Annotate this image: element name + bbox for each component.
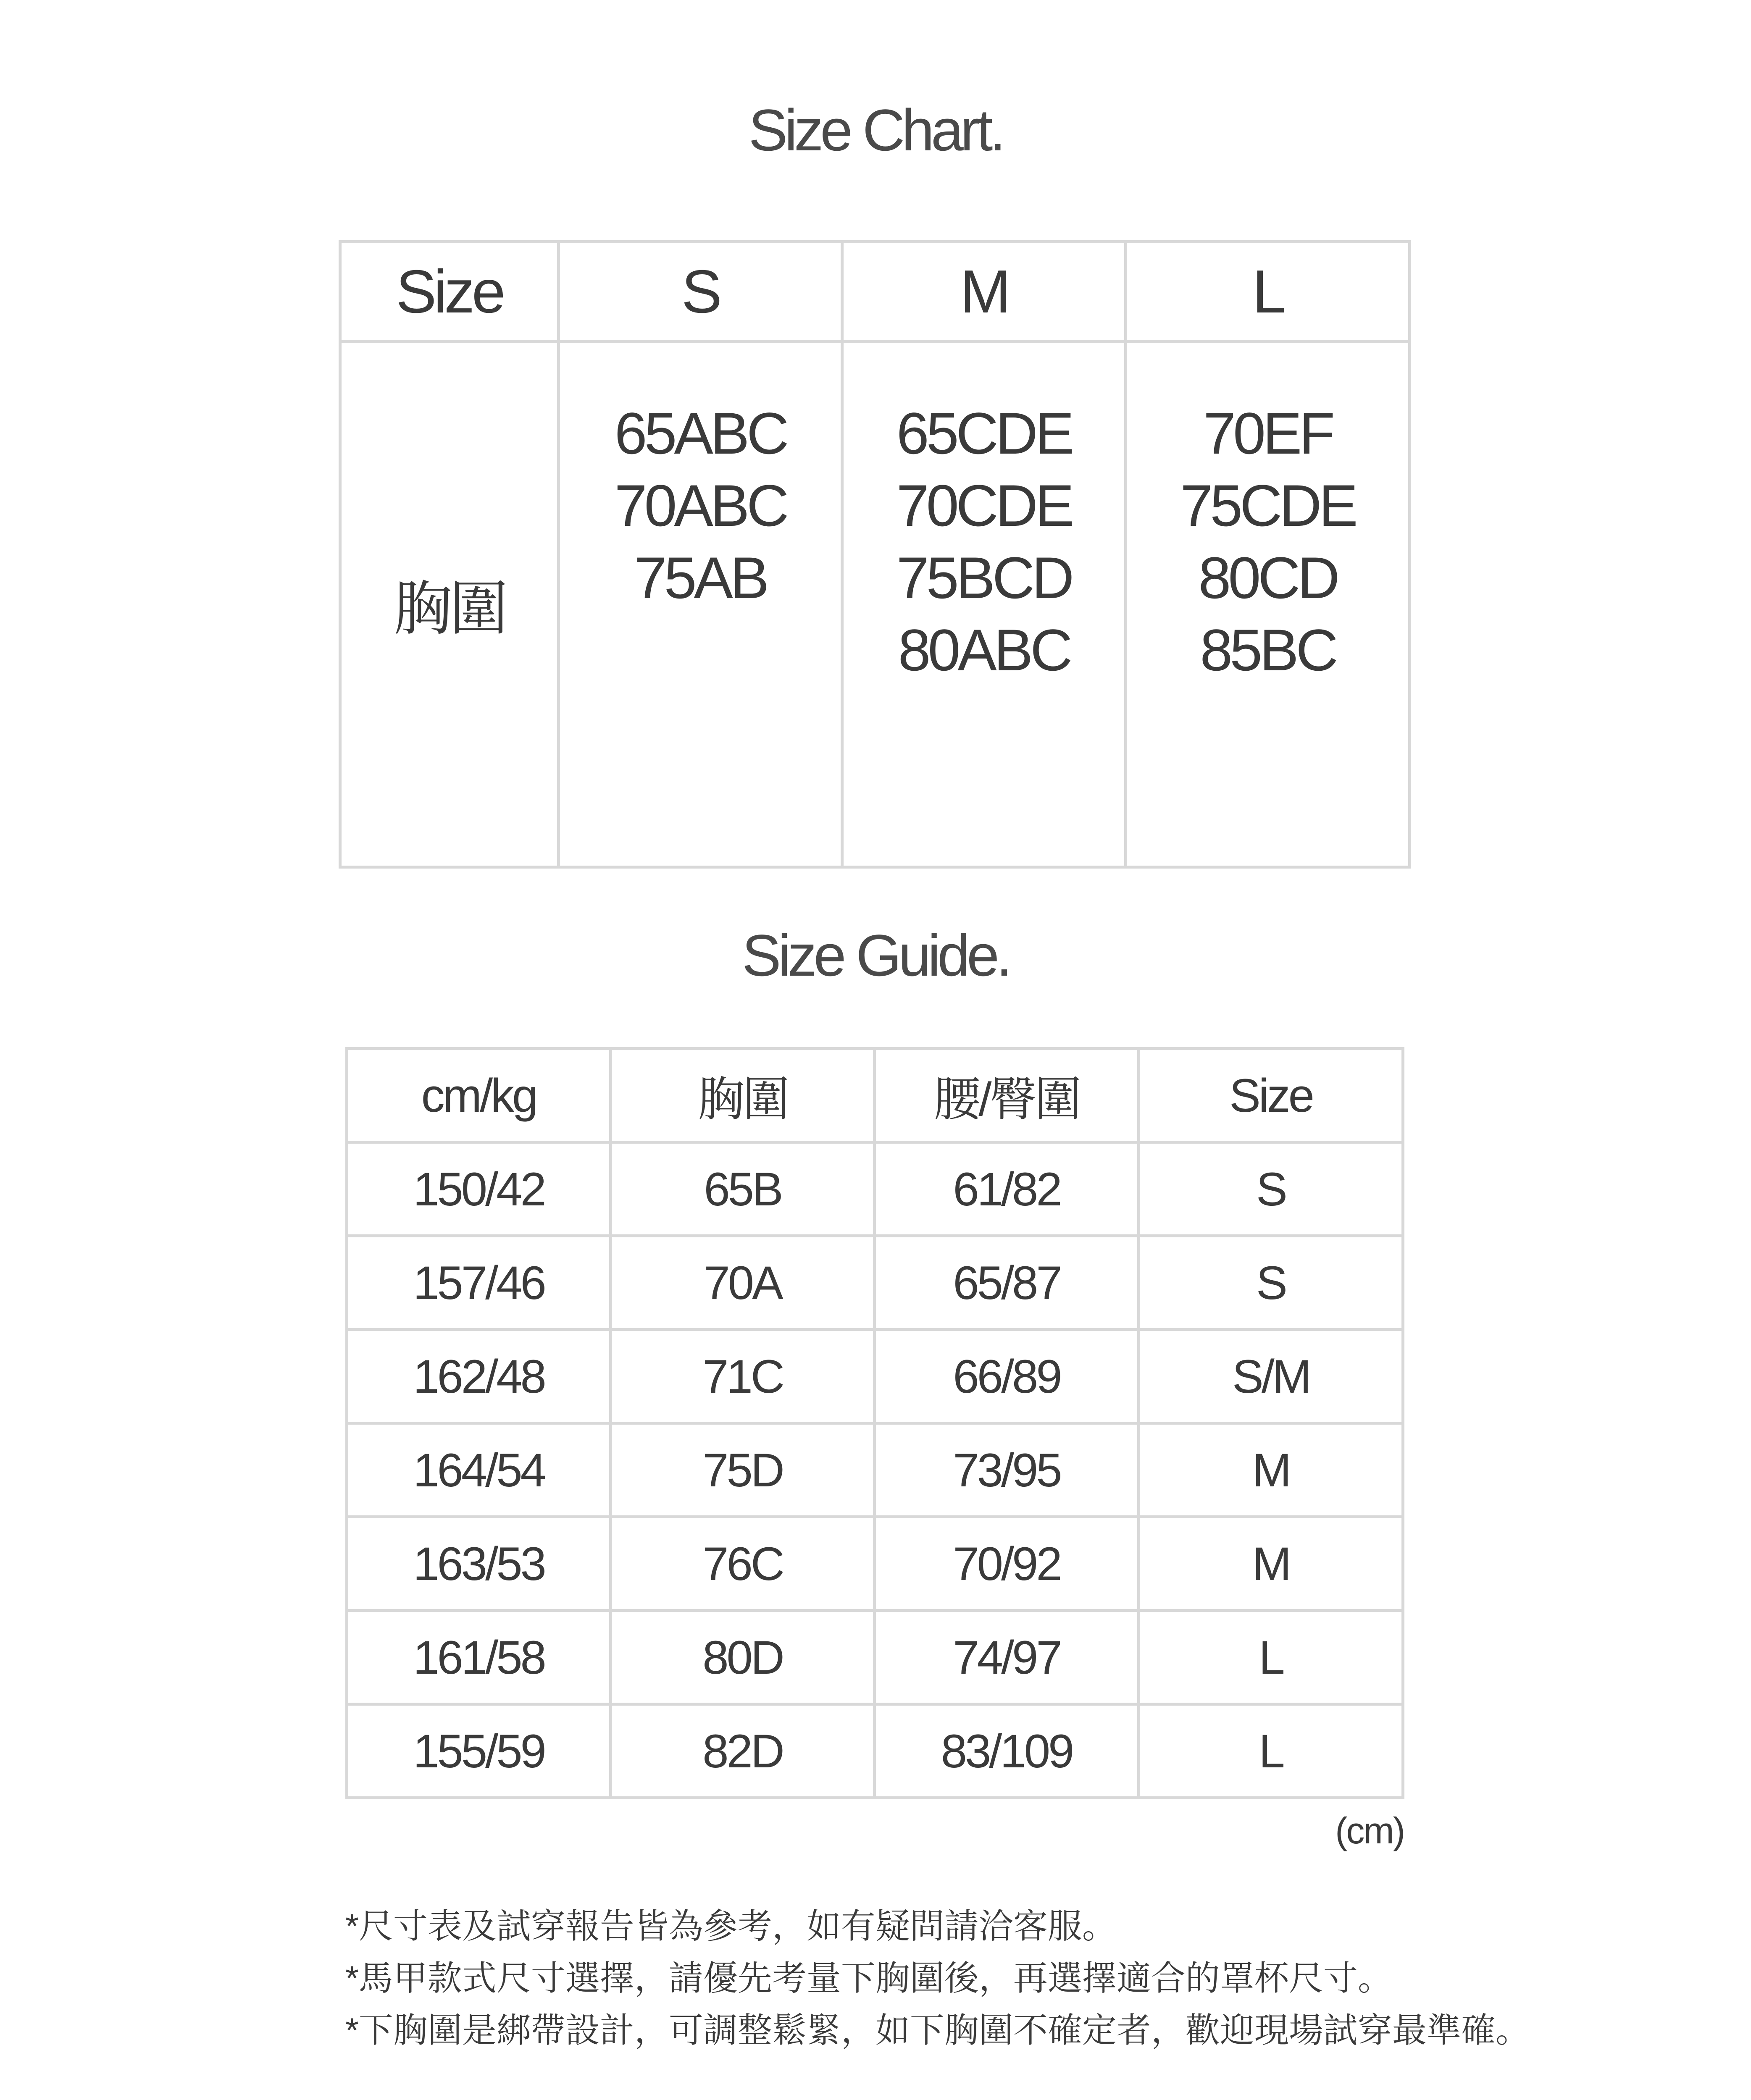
bust-cell: 71C bbox=[611, 1330, 875, 1423]
size-guide-header-bust: 胸圍 bbox=[611, 1049, 875, 1142]
size-cell: M bbox=[1139, 1423, 1403, 1517]
unit-label: (cm) bbox=[1335, 1810, 1404, 1851]
note-line: *馬甲款式尺寸選擇，請優先考量下胸圍後，再選擇適合的罩杯尺寸。 bbox=[345, 1959, 1392, 1998]
size-chart-header-s: S bbox=[559, 242, 842, 341]
bust-cell: 75D bbox=[611, 1423, 875, 1517]
cup-size-value: 75BCD bbox=[896, 545, 1072, 611]
size-chart-bust-row bbox=[340, 341, 1410, 867]
size-chart-m-values bbox=[842, 341, 1126, 867]
cup-size-value: 80ABC bbox=[898, 617, 1070, 683]
table-row bbox=[347, 1423, 1403, 1517]
bust-cell: 80D bbox=[611, 1611, 875, 1704]
waist-hip-cell: 66/89 bbox=[875, 1330, 1139, 1423]
cup-size-value: 75CDE bbox=[1180, 472, 1355, 538]
cup-size-value: 65ABC bbox=[614, 400, 786, 466]
height-weight-cell: 161/58 bbox=[347, 1611, 611, 1704]
size-cell: M bbox=[1139, 1517, 1403, 1611]
cup-size-value: 85BC bbox=[1200, 617, 1336, 683]
cup-size-value: 65CDE bbox=[896, 400, 1072, 466]
waist-hip-cell: 73/95 bbox=[875, 1423, 1139, 1517]
size-cell: S bbox=[1139, 1236, 1403, 1330]
height-weight-cell: 157/46 bbox=[347, 1236, 611, 1330]
bust-cell: 76C bbox=[611, 1517, 875, 1611]
height-weight-cell: 164/54 bbox=[347, 1423, 611, 1517]
size-chart-header-row bbox=[340, 242, 1410, 341]
cup-size-value: 70ABC bbox=[614, 472, 786, 538]
size-chart-bust-label: 胸圍 bbox=[340, 341, 559, 867]
table-row bbox=[347, 1142, 1403, 1236]
table-row bbox=[347, 1704, 1403, 1798]
waist-hip-cell: 74/97 bbox=[875, 1611, 1139, 1704]
waist-hip-cell: 61/82 bbox=[875, 1142, 1139, 1236]
height-weight-cell: 150/42 bbox=[347, 1142, 611, 1236]
bust-cell: 82D bbox=[611, 1704, 875, 1798]
size-guide-title: Size Guide. bbox=[742, 922, 1009, 988]
cup-size-value: 70EF bbox=[1203, 400, 1332, 466]
cup-size-value: 80CD bbox=[1198, 545, 1337, 611]
size-chart-title: Size Chart. bbox=[748, 97, 1003, 163]
size-chart-header-l: L bbox=[1126, 242, 1410, 341]
height-weight-cell: 155/59 bbox=[347, 1704, 611, 1798]
size-guide-header-size: Size bbox=[1139, 1049, 1403, 1142]
size-guide-header-waist-hip: 腰/臀圍 bbox=[875, 1049, 1139, 1142]
size-guide-header-row bbox=[347, 1049, 1403, 1142]
bust-cell: 65B bbox=[611, 1142, 875, 1236]
size-cell: S bbox=[1139, 1142, 1403, 1236]
note-line: *下胸圍是綁帶設計，可調整鬆緊，如下胸圍不確定者，歡迎現場試穿最準確。 bbox=[345, 2011, 1530, 2050]
size-chart-table bbox=[339, 240, 1411, 869]
height-weight-cell: 163/53 bbox=[347, 1517, 611, 1611]
table-row bbox=[347, 1330, 1403, 1423]
cup-size-value: 70CDE bbox=[896, 472, 1072, 538]
size-chart-header-size: Size bbox=[340, 242, 559, 341]
cup-size-value: 75AB bbox=[634, 545, 767, 611]
waist-hip-cell: 65/87 bbox=[875, 1236, 1139, 1330]
table-row bbox=[347, 1236, 1403, 1330]
size-guide-header-height-weight: cm/kg bbox=[347, 1049, 611, 1142]
size-guide-table bbox=[345, 1047, 1404, 1799]
size-chart-l-values bbox=[1126, 341, 1410, 867]
waist-hip-cell: 83/109 bbox=[875, 1704, 1139, 1798]
size-cell: S/M bbox=[1139, 1330, 1403, 1423]
note-line: *尺寸表及試穿報告皆為參考，如有疑問請洽客服。 bbox=[345, 1907, 1117, 1945]
waist-hip-cell: 70/92 bbox=[875, 1517, 1139, 1611]
size-cell: L bbox=[1139, 1704, 1403, 1798]
size-chart-s-values bbox=[559, 341, 842, 867]
table-row bbox=[347, 1517, 1403, 1611]
notes-block bbox=[345, 1900, 1530, 2057]
size-chart-header-m: M bbox=[842, 242, 1126, 341]
height-weight-cell: 162/48 bbox=[347, 1330, 611, 1423]
table-row bbox=[347, 1611, 1403, 1704]
bust-cell: 70A bbox=[611, 1236, 875, 1330]
size-cell: L bbox=[1139, 1611, 1403, 1704]
